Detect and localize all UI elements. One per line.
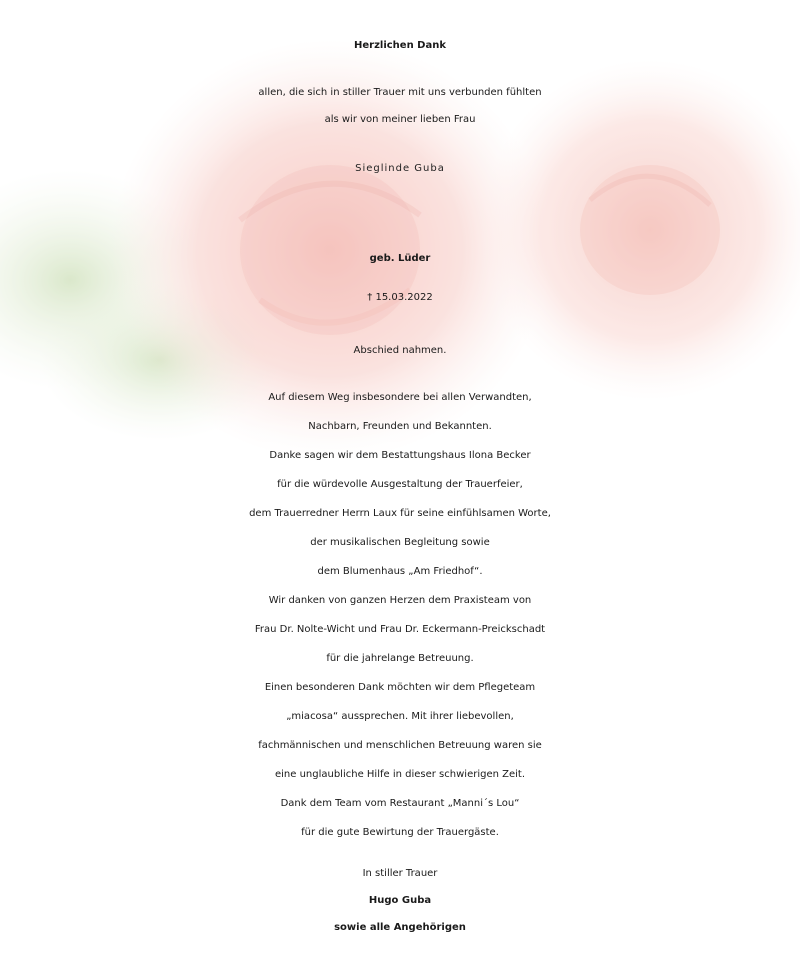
- birth-name: geb. Lüder: [369, 253, 431, 264]
- intro-line-1: allen, die sich in stiller Trauer mit uns verbunden fühlten: [258, 87, 542, 98]
- body-line: Wir danken von ganzen Herzen dem Praxisteam von: [268, 595, 532, 606]
- body-line: für die würdevolle Ausgestaltung der Trauerfeier,: [277, 479, 523, 490]
- body-line: für die gute Bewirtung der Trauergäste.: [301, 827, 499, 838]
- body-line: Einen besonderen Dank möchten wir dem Pflegeteam: [264, 682, 536, 693]
- body-line: „miacosa“ aussprechen. Mit ihrer liebevollen,: [286, 711, 514, 722]
- body-line: fachmännischen und menschlichen Betreuung waren sie: [258, 740, 542, 751]
- farewell-text: Abschied nahmen.: [353, 345, 447, 356]
- signature-others: sowie alle Angehörigen: [334, 922, 466, 933]
- body-line: für die jahrelange Betreuung.: [326, 653, 474, 664]
- body-line: Dank dem Team vom Restaurant „Manni´s Lou“: [280, 798, 520, 809]
- intro-line-2: als wir von meiner lieben Frau: [324, 114, 476, 125]
- body-line: dem Blumenhaus „Am Friedhof“.: [317, 566, 483, 577]
- body-line: Danke sagen wir dem Bestattungshaus Ilona Becker: [269, 450, 531, 461]
- body-line: Nachbarn, Freunden und Bekannten.: [308, 421, 492, 432]
- signature-name: Hugo Guba: [368, 895, 432, 906]
- death-date: † 15.03.2022: [367, 292, 433, 303]
- body-line: dem Trauerredner Herrn Laux für seine einfühlsamen Worte,: [249, 508, 551, 519]
- body-line: eine unglaubliche Hilfe in dieser schwierigen Zeit.: [274, 769, 526, 780]
- notice-heading: Herzlichen Dank: [353, 40, 446, 51]
- deceased-name: Sieglinde Guba: [355, 163, 445, 174]
- body-line: der musikalischen Begleitung sowie: [310, 537, 490, 548]
- body-line: Frau Dr. Nolte-Wicht und Frau Dr. Eckermann-Preickschadt: [254, 624, 546, 635]
- signature-intro: In stiller Trauer: [362, 868, 438, 879]
- body-line: Auf diesem Weg insbesondere bei allen Verwandten,: [268, 392, 532, 403]
